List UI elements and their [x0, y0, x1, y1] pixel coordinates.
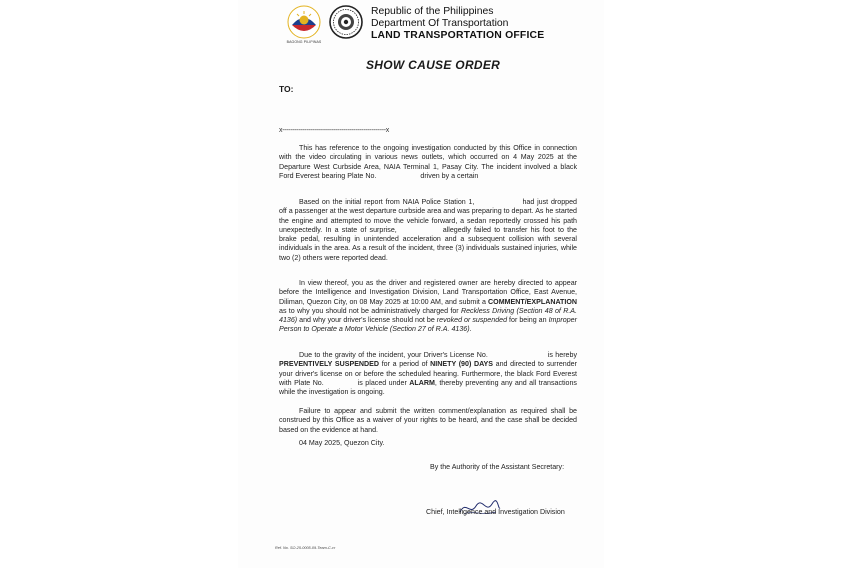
signatory-title: Chief, Intelligence and Investigation Division — [426, 508, 565, 516]
separator-line: x---------------------------------------------------x — [279, 127, 389, 134]
department-line: Department Of Transportation — [371, 18, 509, 29]
paragraph-reference: This has reference to the ongoing investigation conducted by this Office in connection with the video circulating in various news outlets, which occurred on 4 May 2025 at the Departure West Curbside Area, NAIA Terminal 1, Pasay City. The incident involved a black Ford Everest bearing Plate No. driven by a certain — [279, 144, 577, 180]
document-title: SHOW CAUSE ORDER — [366, 58, 501, 72]
paragraph-failure-notice: Failure to appear and submit the written comment/explanation as required shall be construed by this Office as a waiver of your rights to be heard, and the case shall be decided based on the evidence at hand. — [279, 407, 577, 434]
bagong-pilipinas-logo — [287, 5, 321, 39]
lto-seal — [329, 5, 363, 39]
paragraph-report: Based on the initial report from NAIA Police Station 1, had just dropped off a passenger at the west departure curbside area and was preparing to depart. As he started the engine and attempted to move the vehicle forward, a sedan reportedly crossed his path unexpectedly. In a state of surprise, allegedly failed to transfer his foot to the brake pedal, resulting in unintended acceleration and a subsequent collision with several individuals in the area. As a result of the incident, three (3) individuals sustained injuries, while two (2) others were reported dead. — [279, 198, 577, 262]
reference-number: Ref. No. SO-25-0005-09-Team-C-cr — [275, 546, 336, 550]
logo-caption: BAGONG PILIPINAS — [286, 40, 322, 44]
authority-line: By the Authority of the Assistant Secretary: — [430, 463, 565, 471]
agency-header — [371, 6, 544, 42]
paragraph-directive: In view thereof, you as the driver and registered owner are hereby directed to appear before the Intelligence and Investigation Division, Land Transportation Office, East Avenue, Diliman, Quezon City, on 08 May 2025 at 10:00 AM, and submit a COMMENT/EXPLANATION as to why you should not be administratively charged for Reckless Driving (Section 48 of R.A. 4136) and why your driver's license should not be revoked or suspended for being an Improper Person to Operate a Motor Vehicle (Section 27 of R.A. 4136). — [279, 279, 577, 334]
date-place: 04 May 2025, Quezon City. — [299, 439, 385, 447]
republic-line: Republic of the Philippines — [371, 6, 494, 17]
paragraph-suspension: Due to the gravity of the incident, your Driver's License No. is hereby PREVENTIVELY SUSPENDED for a period of NINETY (90) DAYS and directed to surrender your driver's license on or before the scheduled hearing. Furthermore, the black Ford Everest with Plate No. is placed under ALARM, thereby preventing any and all transactions while the investigation is ongoing. — [279, 351, 577, 397]
to-label: TO: — [279, 84, 294, 94]
office-line: LAND TRANSPORTATION OFFICE — [371, 30, 545, 41]
